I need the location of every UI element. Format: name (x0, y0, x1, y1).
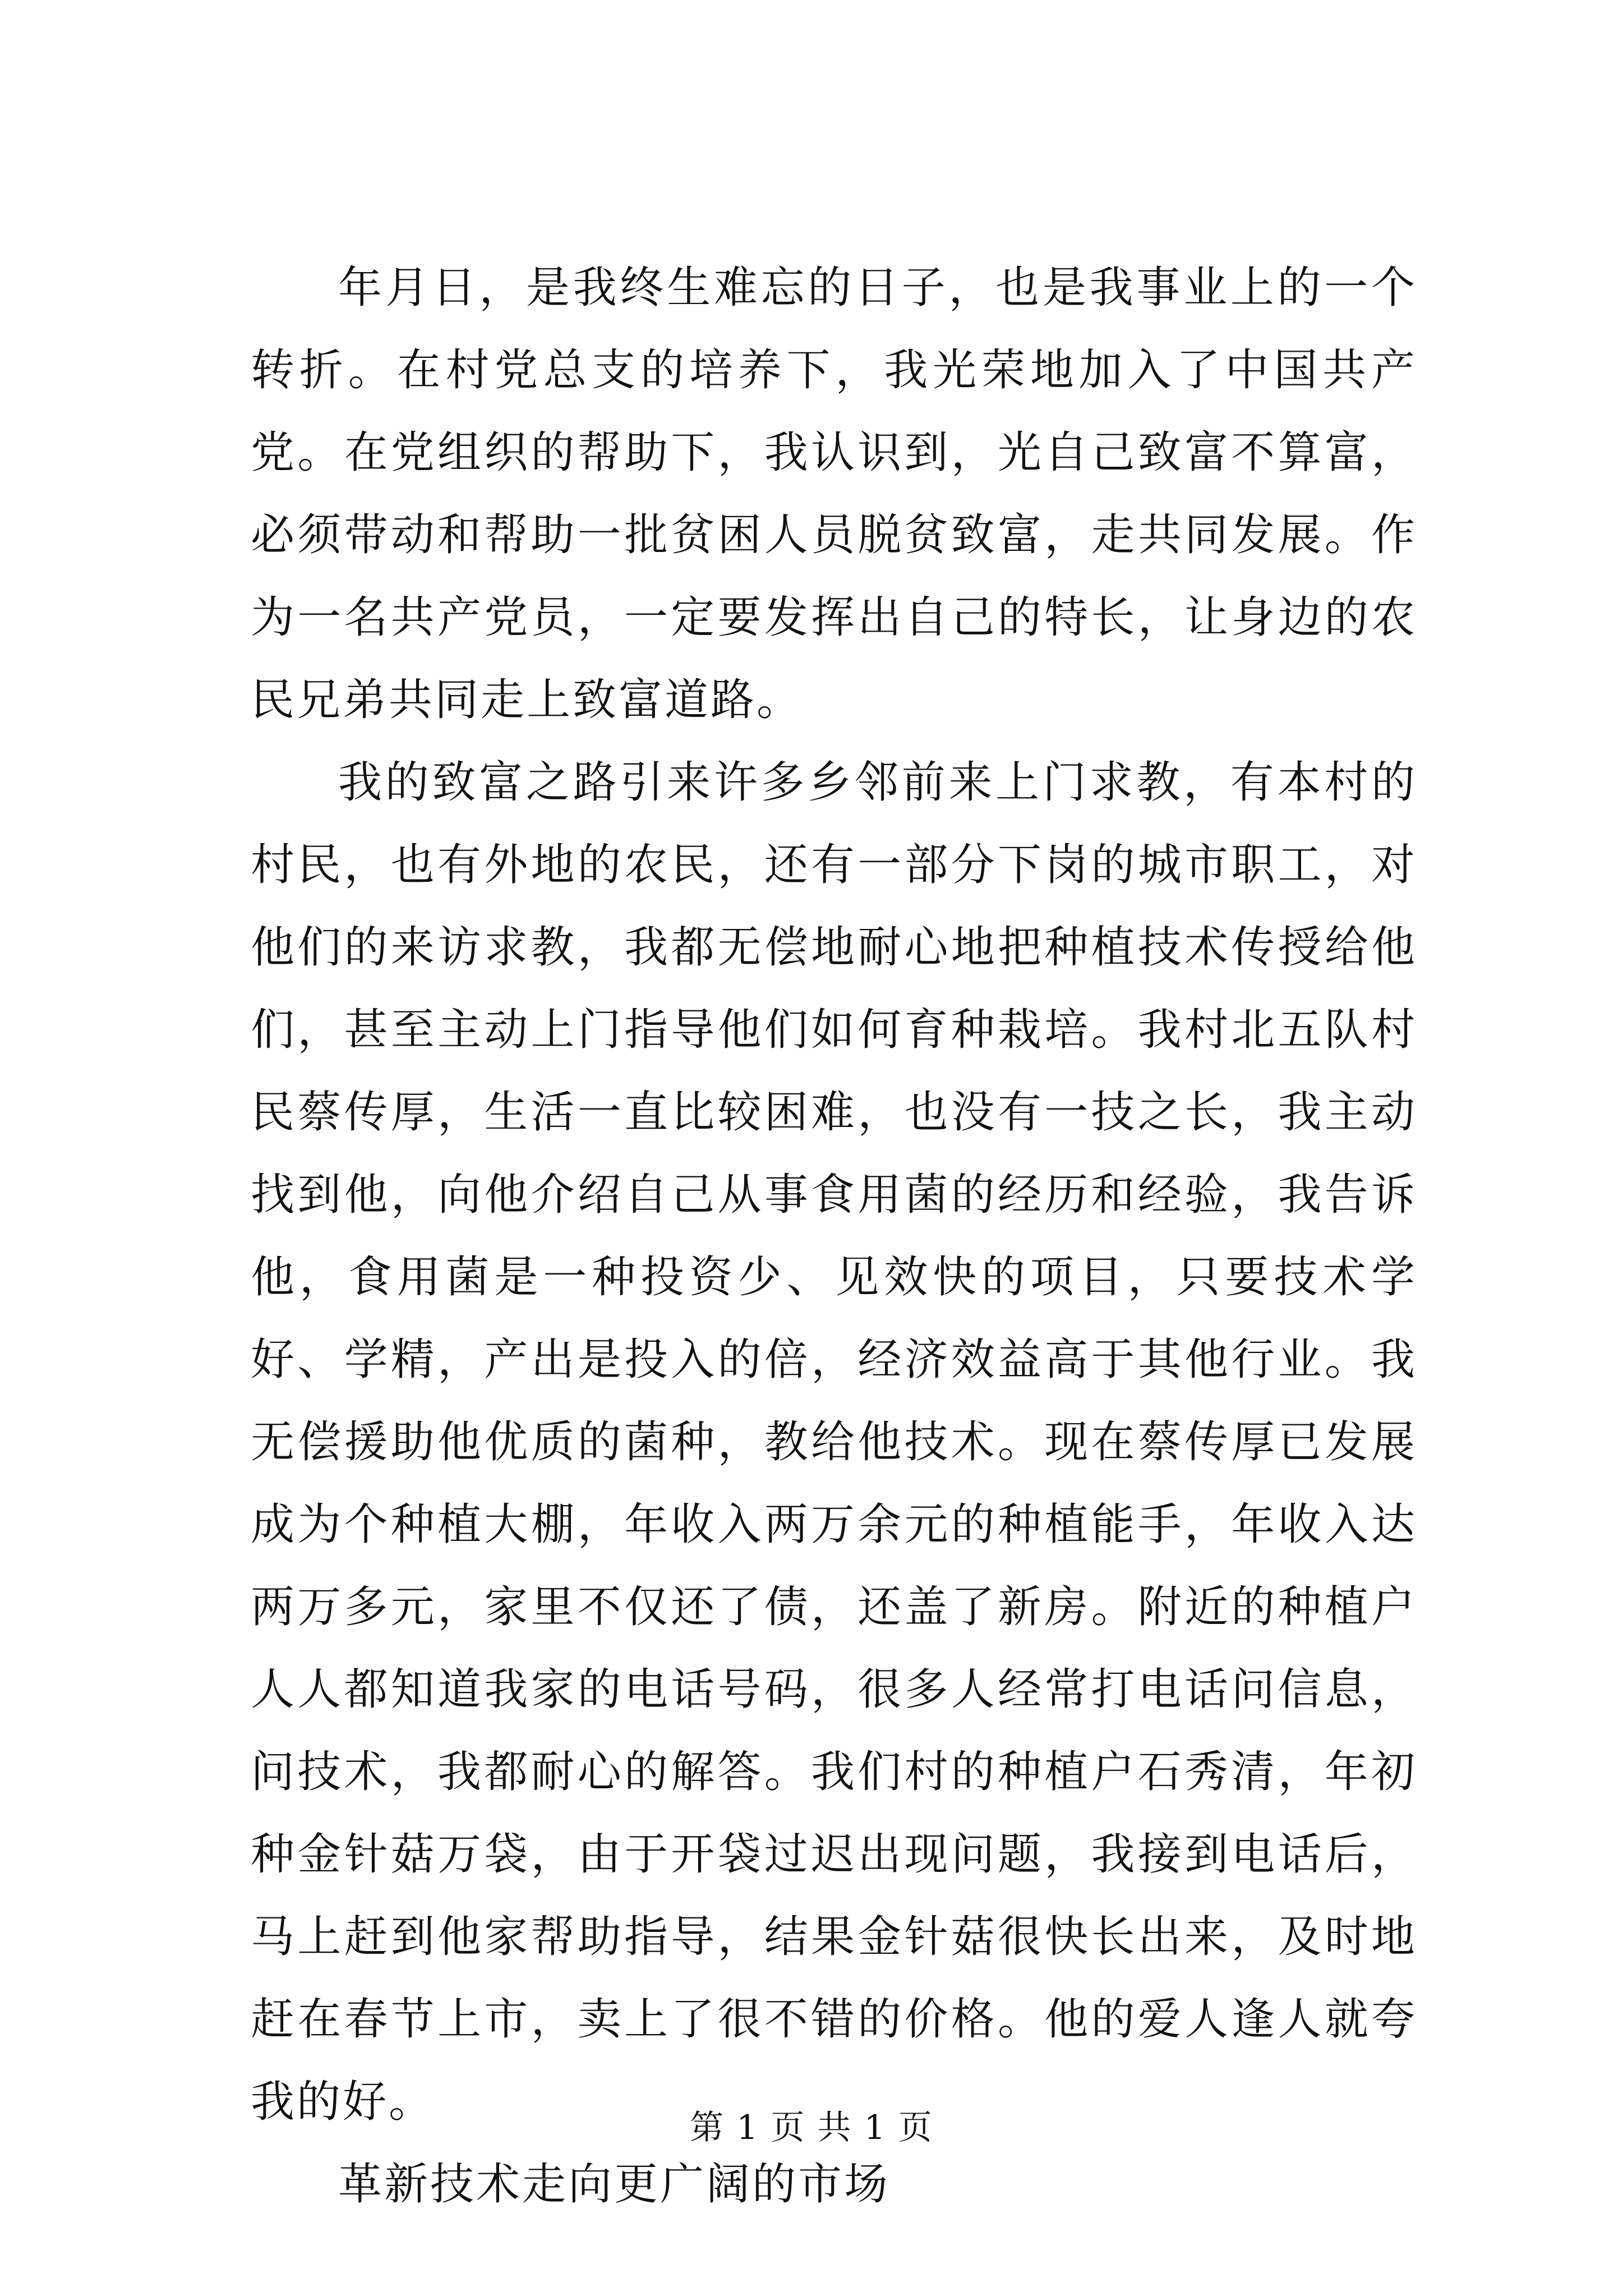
page-footer: 第 1 页 共 1 页 (690, 2108, 933, 2147)
paragraph-1: 年月日，是我终生难忘的日子，也是我事业上的一个转折。在村党总支的培养下，我光荣地加入了中国共产党。在党组织的帮助下，我认识到，光自己致富不算富，必须带动和帮助一批贫困人员脱贫致富，走共同发展。作为一名共产党员，一定要发挥出自己的特长，让身边的农民兄弟共同走上致富道路。 (251, 263, 1417, 725)
document-body (251, 247, 1417, 2226)
paragraph-2: 我的致富之路引来许多乡邻前来上门求教，有本村的村民，也有外地的农民，还有一部分下岗的城市职工，对他们的来访求教，我都无偿地耐心地把种植技术传授给他们，甚至主动上门指导他们如何育种栽培。我村北五队村民蔡传厚，生活一直比较困难，也没有一技之长，我主动找到他，向他介绍自己从事食用菌的经历和经验，我告诉他，食用菌是一种投资少、见效快的项目，只要技术学好、学精，产出是投入的倍，经济效益高于其他行业。我无偿援助他优质的菌种，教给他技术。现在蔡传厚已发展成为个种植大棚，年收入两万余元的种植能手，年收入达两万多元，家里不仅还了债，还盖了新房。附近的种植户人人都知道我家的电话号码，很多人经常打电话问信息，问技术，我都耐心的解答。我们村的种植户石秀清，年初种金针菇万袋，由于开袋过迟出现问题，我接到电话后，马上赶到他家帮助指导，结果金针菇很快长出来，及时地赶在春节上市，卖上了很不错的价格。他的爱人逢人就夸我的好。 (251, 757, 1417, 2127)
section-heading: 革新技术走向更广阔的市场 (338, 2159, 891, 2210)
